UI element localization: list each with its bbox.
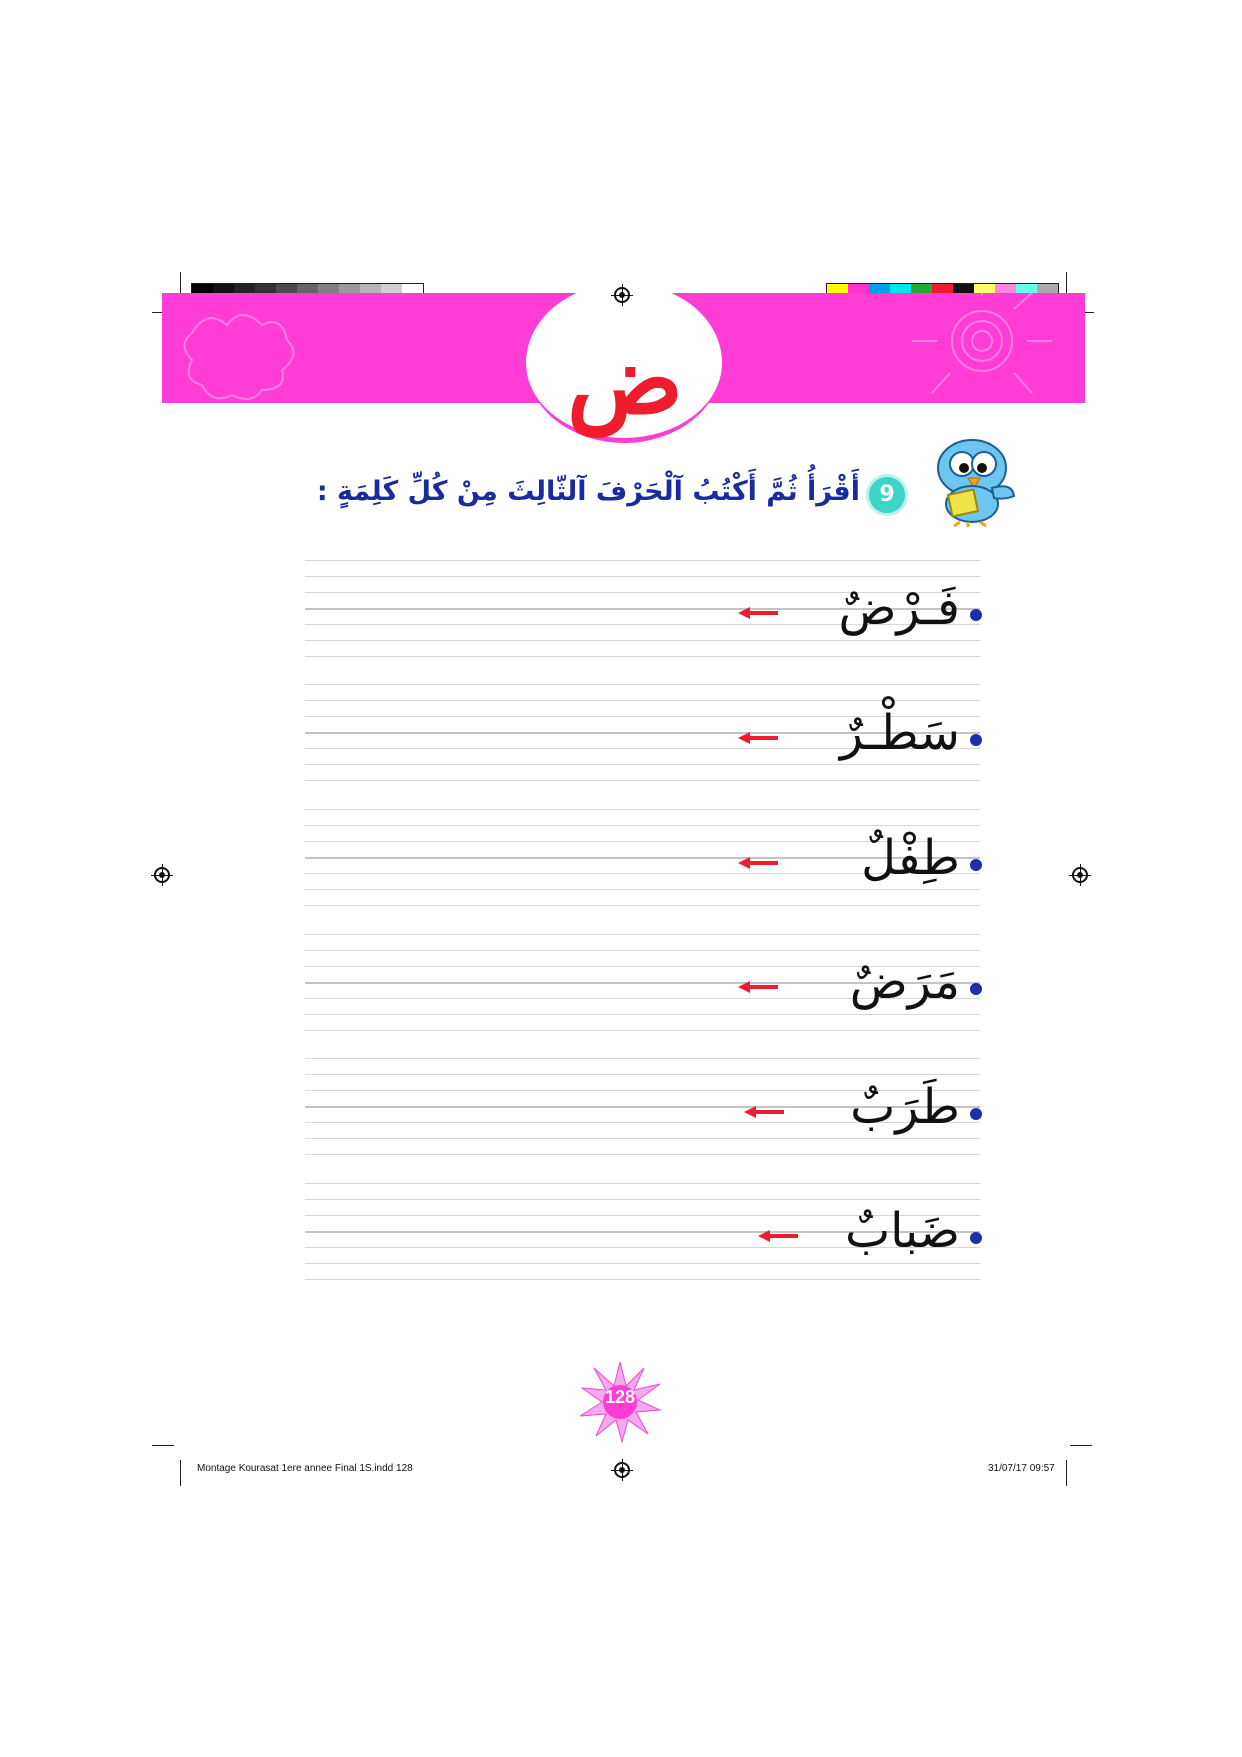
footer-timestamp: 31/07/17 09:57 [988, 1463, 1055, 1474]
arrow-left-icon [744, 1106, 784, 1118]
word-text: فَـرْضٌ [838, 580, 960, 636]
crop-mark [180, 1460, 181, 1486]
writing-line [305, 684, 980, 685]
word-row [700, 937, 990, 1027]
word-row [700, 1062, 990, 1152]
crop-mark [152, 1445, 174, 1446]
bullet [970, 734, 982, 746]
writing-line [305, 1154, 980, 1155]
featured-letter: ض [566, 323, 684, 436]
cloud-icon [185, 315, 294, 399]
registration-mark-icon [614, 1462, 630, 1478]
registration-mark-icon [1072, 867, 1088, 883]
bullet [970, 609, 982, 621]
word-row [700, 688, 990, 778]
writing-line [305, 905, 980, 906]
writing-line [305, 1058, 980, 1059]
writing-line [305, 560, 980, 561]
word-text: ضَبابٌ [844, 1203, 960, 1259]
writing-line [305, 934, 980, 935]
word-row [700, 1186, 990, 1276]
word-text: مَرَضٌ [849, 954, 960, 1010]
bird-reading-icon [920, 428, 1020, 528]
arrow-left-icon [738, 732, 778, 744]
exercise-instruction: أَقْرَأُ ثُمَّ أَكْتُبُ آلْحَرْفَ آلثّالِثَ مِنْ كُلِّ كَلِمَةٍ : [316, 476, 860, 507]
word-row [700, 563, 990, 653]
arrow-left-icon [758, 1230, 798, 1242]
exercise-number-badge: 9 [866, 474, 908, 516]
bullet [970, 1108, 982, 1120]
writing-line [305, 1279, 980, 1280]
writing-line [305, 1030, 980, 1031]
writing-line [305, 780, 980, 781]
arrow-left-icon [738, 857, 778, 869]
word-text: طِفْلٌ [861, 830, 960, 886]
crop-mark [1066, 1460, 1067, 1486]
writing-line [305, 809, 980, 810]
page-number: 128 [604, 1387, 636, 1407]
writing-line [305, 1183, 980, 1184]
registration-mark-icon [154, 867, 170, 883]
arrow-left-icon [738, 607, 778, 619]
arrow-left-icon [738, 981, 778, 993]
writing-line [305, 656, 980, 657]
word-text: سَطْـرٌ [839, 705, 960, 761]
word-text: طَرَبٌ [850, 1079, 960, 1135]
crop-mark [1070, 1445, 1092, 1446]
registration-mark-icon [614, 287, 630, 303]
bullet [970, 1232, 982, 1244]
footer-file-info: Montage Kourasat 1ere annee Final 1S.indd 128 [197, 1463, 413, 1474]
bullet [970, 983, 982, 995]
word-row [700, 813, 990, 903]
bullet [970, 859, 982, 871]
